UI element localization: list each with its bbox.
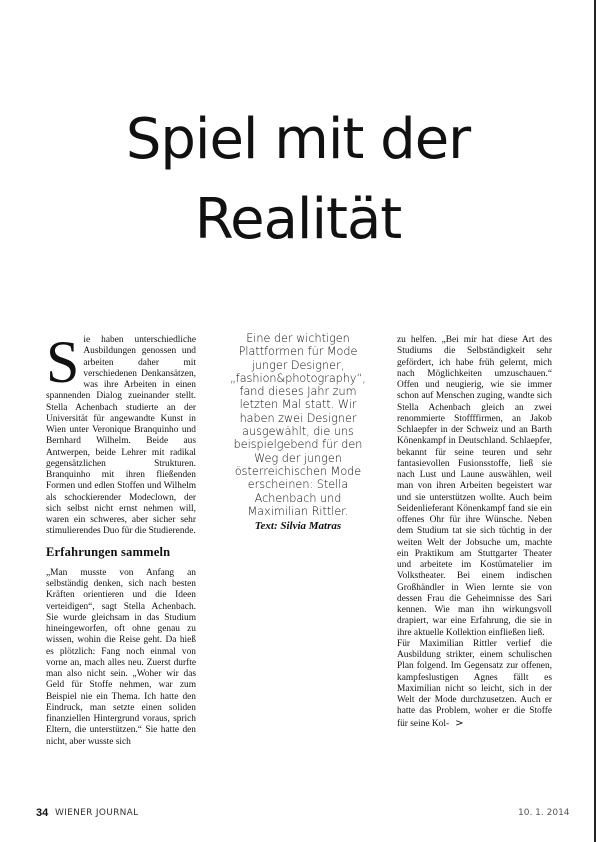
body-paragraph: „Man musste von Anfang an selbständig denken, sich nach besten Kräften orientieren und die Ideen verteidigen“, sagt Stella Achenbach. Sie wurde gleichsam in das Studium hineingeworfen, oft ohne genau zu wissen, wohin die Reise geht. Da hieß es plötzlich: Fang noch einmal von vorne an, mach alles neu. Zuerst durfte man also nicht sein. „Woher wir das Geld für Stoffe nehmen, war zum Beispiel nie ein Thema. Ich hatte den Eindruck, man setzte einen soliden finanziellen Hintergrund voraus, sprich Eltern, die unterstützen.“ Sie hatte den nicht, aber wusste sich <box>46 567 196 747</box>
page-footer <box>0 807 596 821</box>
headline-line-2: Realität <box>194 187 402 252</box>
headline <box>0 100 596 260</box>
author-credit: Text: Silvia Matras <box>254 520 342 532</box>
teaser-text: Eine der wichtigen Plattformen für Mode junger Designer, „fashion&photography“, fand dieses Jahr zum letzten Mal statt. Wir haben zwei Designer ausgewählt, die uns beispielgebend für den Weg der jungen österreichischen Mode erscheinen: Stella Achenbach und Maximilian Rittler. <box>230 332 366 518</box>
article-column-3 <box>397 335 552 730</box>
column3-paragraph-2-text: Für Maximilian Rittler verlief die Ausbildung strikter, einem schulischen Plan folgend. Im Gegensatz zur offenen, kampfeslustigen Agnes fällt es Maximilian nicht so leicht, sich in der Welt der Mode durchzusetzen. Auch er hatte das Problem, woher er die Stoffe für seine Kol- <box>397 638 552 729</box>
intro-paragraph <box>46 329 196 538</box>
headline-line-1: Spiel mit der <box>125 107 471 172</box>
column3-paragraph-2 <box>397 639 552 730</box>
continue-arrow-icon: > <box>455 717 464 729</box>
article-column-1 <box>46 329 196 748</box>
drop-cap: S <box>46 329 80 395</box>
intro-text: ie haben unterschiedliche Ausbildungen genossen und arbeiten daher mit verschiedenen Denkansätzen, was ihre Arbeiten in einen spannenden Dialog zueinander stellt. Stella Achenbach studierte an der Universität für angewandte Kunst in Wien unter Veronique Branquinho und Bernhard Wilhelm. Beide aus Antwerpen, beide Lehrer mit radikal gegensätzlichen Strukturen. Branquinho mit ihren fließenden Formen und edlen Stoffen und Wilhelm als schockierender Modeclown, der sich selbst nicht ernst nehmen will, waren ein schweres, aber sicher sehr stimulierendes Duo für die Studierende. <box>46 335 196 537</box>
column3-paragraph-1: zu helfen. „Bei mir hat diese Art des Studiums die Selbständigkeit sehr gefördert, ich habe früh gelernt, mich nach Möglichkeiten umzuschauen.“ Offen und neugierig, wie sie immer schon auf Menschen zuging, wandte sich Stella Achenbach gleich an zwei renommierte Stoffffirmen, an Jakob Schlaepfer in der Schweiz und an Barth Könenkampf in Deutschland. Schlaepfer, bekannt für seine teuren und sehr fantasievollen Fusionsstoffe, ließ sie nach Lust und Laune auswählen, weil man von ihren Arbeiten begeistert war und sie unterstützen wollte. Auch beim Seidenlieferant Könenkampf fand sie ein offenes Ohr für ihre Wünsche. Neben dem Studium tat sie sich tüchtig in der weiten Welt der Jobsuche um, machte ein Praktikum am Stuttgarter Theater und arbeitete im Kostümatelier im Volkstheater. Bei einem indischen Großhändler in Wien lernte sie von dessen Frau die Geheimnisse des Sari kennen. Wie man ihn wirkungsvoll drapiert, war eine Erfahrung, die sie in ihre aktuelle Kollektion einfließen ließ. <box>397 335 552 638</box>
section-subheading: Erfahrungen sammeln <box>46 544 171 559</box>
page-number: 34 <box>36 807 49 819</box>
issue-date: 10. 1. 2014 <box>518 808 570 818</box>
magazine-name: WIENER JOURNAL <box>55 808 139 818</box>
